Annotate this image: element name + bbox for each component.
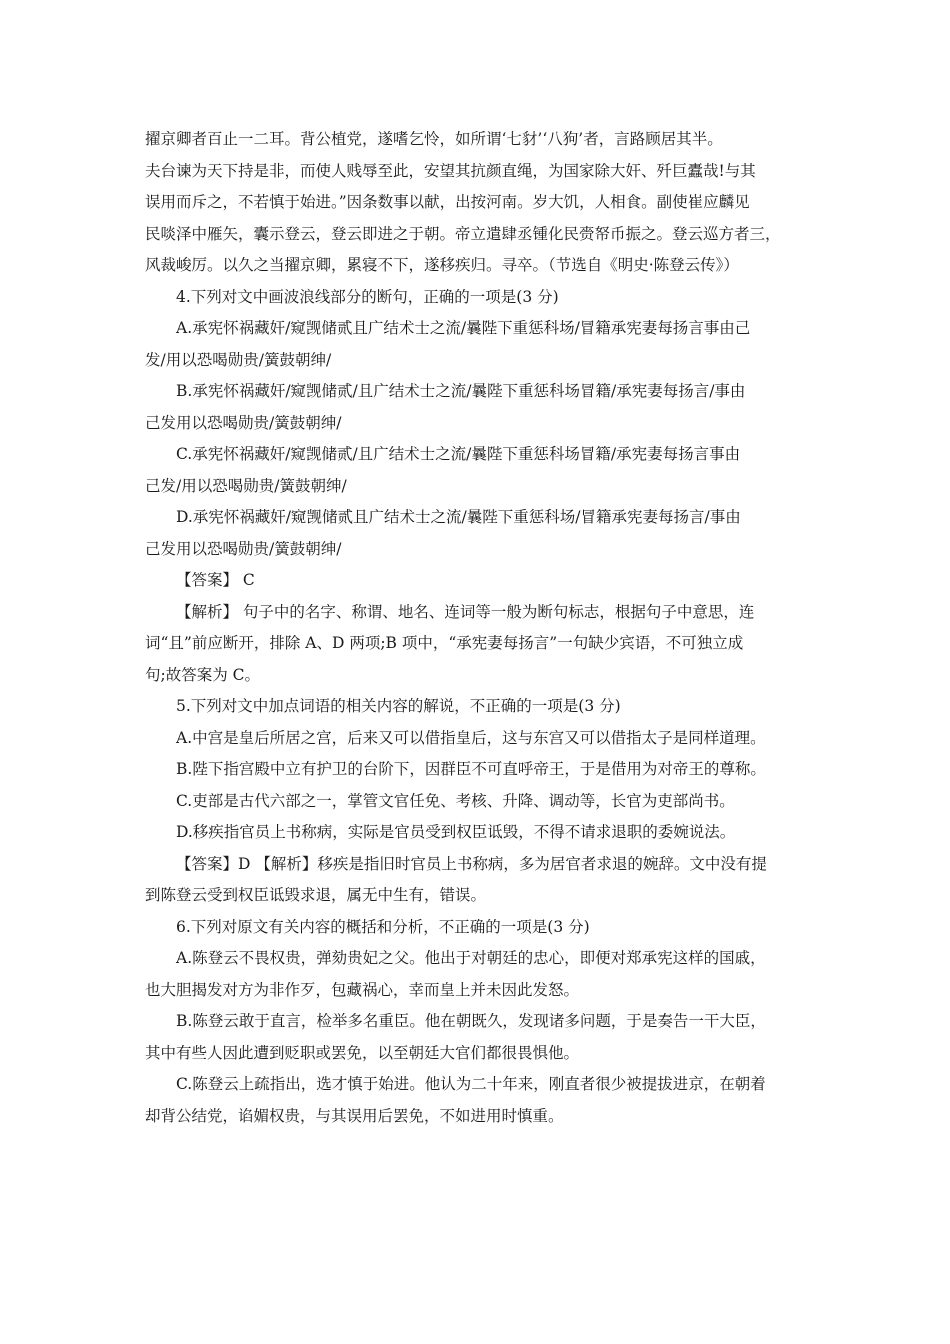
text-line: 擢京卿者百止一二耳。背公植党，遂嗜乞怜，如所谓‘七豺’‘八狗’者，言路顾居其半。 [145,130,723,148]
text-line: B.陈登云敢于直言，检举多名重臣。他在朝既久，发现诸多问题，于是奏告一干大臣， [176,1012,766,1030]
text-line: A.中宫是皇后所居之宫，后来又可以借指皇后，这与东宫又可以借指太子是同样道理。 [176,728,766,747]
text-line: A.承宪怀祸藏奸/窥觊储贰且广结术士之流/曩陛下重惩科场/冒籍承宪妻每扬言事由己 [176,319,751,337]
text-line: C.吏部是古代六部之一，掌管文官任免、考核、升降、调动等，长官为吏部尚书。 [176,791,735,810]
text-line: B.陛下指宫殿中立有护卫的台阶下，因群臣不可直呼帝王，于是借用为对帝王的尊称。 [176,760,766,778]
text-line: 6.下列对原文有关内容的概括和分析，不正确的一项是(3 分) [176,917,590,936]
text-line: 【答案】D 【解析】移疾是指旧时官员上书称病，多为居官者求退的婉辞。文中没有提 [176,854,767,873]
text-line: C.陈登云上疏指出，选才慎于始进。他认为二十年来，刚直者很少被提拔进京，在朝着 [176,1075,766,1093]
text-line: 也大胆揭发对方为非作歹，包藏祸心，幸而皇上并未因此发怒。 [145,980,580,999]
text-line: 误用而斥之，不若慎于始进。”因条数事以献，出按河南。岁大饥，人相食。副使崔应麟见 [145,193,750,211]
text-line: B.承宪怀祸藏奸/窥觊储贰/且广结术士之流/曩陛下重惩科场冒籍/承宪妻每扬言/事由 [176,382,746,400]
document-body [145,124,812,1132]
text-line: 【答案】 C [176,571,255,589]
text-line: 己发用以恐喝勋贵/簧鼓朝绅/ [145,413,342,432]
text-line: 其中有些人因此遭到贬职或罢免，以至朝廷大官们都很畏惧他。 [145,1043,580,1062]
text-line: 民啖泽中雁矢，囊示登云，登云即进之于朝。帝立遣肆丞锺化民赍帑币振之。登云巡方者三， [145,224,781,243]
text-line: D.移疾指官员上书称病，实际是官员受到权臣诋毁，不得不请求退职的委婉说法。 [176,823,736,841]
text-line: 夫台谏为天下持是非，而使人贱辱至此，安望其抗颜直绳，为国家除大奸、歼巨蠹哉!与其 [145,161,756,180]
text-line: 发/用以恐喝勋贵/簧鼓朝绅/ [145,350,332,369]
text-line: 却背公结党，谄媚权贵，与其误用后罢免，不如进用时慎重。 [145,1106,564,1125]
text-line: 己发/用以恐喝勋贵/簧鼓朝绅/ [145,476,347,495]
text-line: 己发用以恐喝勋贵/簧鼓朝绅/ [145,539,342,558]
text-line: 句;故答案为 C。 [145,665,261,684]
text-line: 到陈登云受到权臣诋毁求退，属无中生有，错误。 [145,886,487,904]
text-line: D.承宪怀祸藏奸/窥觊储贰且广结术士之流/曩陛下重惩科场/冒籍承宪妻每扬言/事由 [176,508,741,526]
text-line: 词“且”前应断开，排除 A、D 两项;B 项中，“承宪妻每扬言”一句缺少宾语，不可独立成 [145,634,744,652]
text-line: 5.下列对文中加点词语的相关内容的解说，不正确的一项是(3 分) [176,697,621,715]
text-line: A.陈登云不畏权贵，弹劾贵妃之父。他出于对朝廷的忠心，即便对郑承宪这样的国戚， [176,949,766,967]
text-line: C.承宪怀祸藏奸/窥觊储贰/且广结术士之流/曩陛下重惩科场冒籍/承宪妻每扬言事由 [176,445,741,463]
text-line: 【解析】 句子中的名字、称谓、地名、连词等一般为断句标志，根据句子中意思，连 [176,602,755,621]
text-line: 风裁峻厉。以久之当擢京卿，累寝不下，遂移疾归。寻卒。（节选自《明史·陈登云传》） [145,256,739,274]
text-line: 4.下列对文中画波浪线部分的断句，正确的一项是(3 分) [176,287,559,306]
